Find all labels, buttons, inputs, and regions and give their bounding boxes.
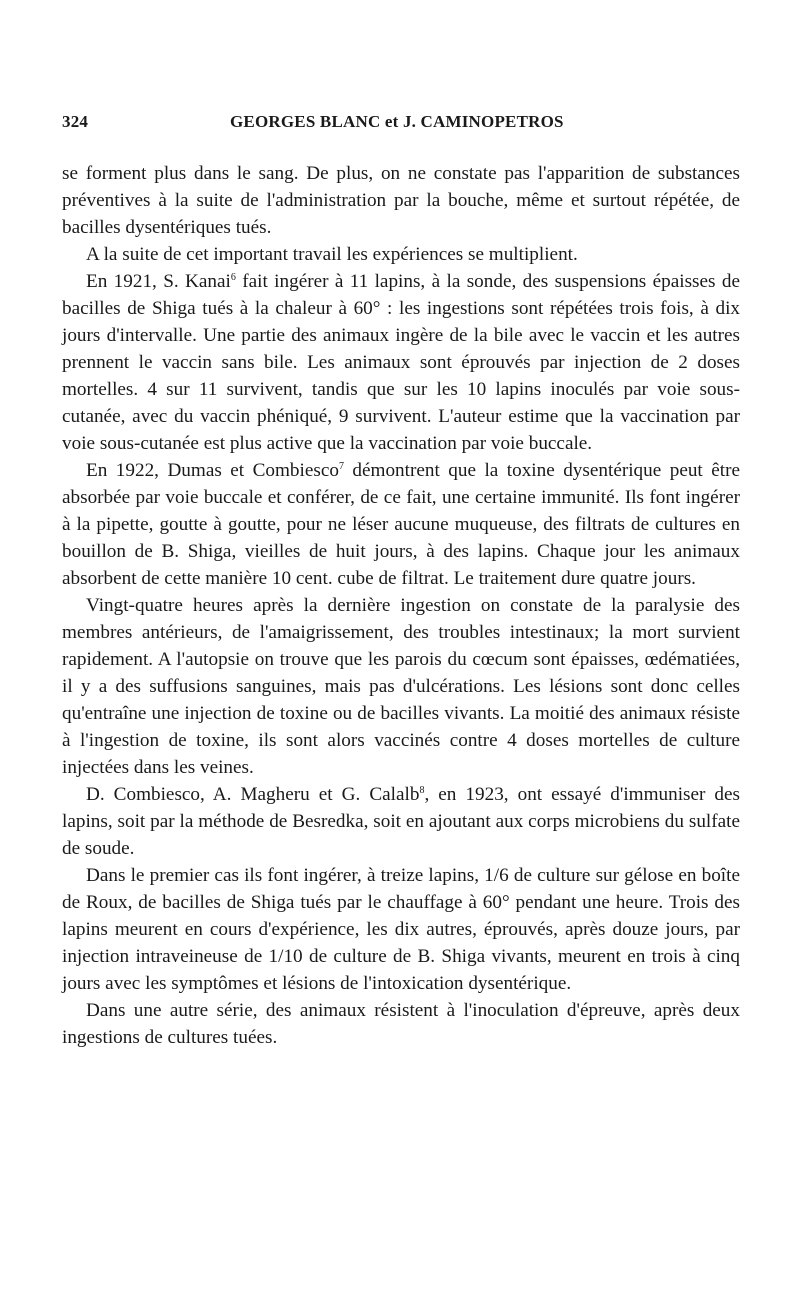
paragraph-transition: A la suite de cet important travail les expériences se multiplient. bbox=[86, 244, 578, 265]
paragraph-text: démontrent que la toxine dysentérique peut être absorbée par voie buccale et conférer, de ce fait, une certaine immunité. Ils font ingérer à la pipette, goutte à goutte, pour ne léser aucune muqueuse, des filtrats de cultures en bouillon de B. Shiga, vieilles de huit jours, à des lapins. Chaque jour les animaux absorbent de cette manière 10 cent. cube de filtrat. Le traitement dure quatre jours. bbox=[62, 460, 740, 589]
paragraph-combiesco-magheru-calalb bbox=[62, 781, 740, 862]
paragraph-dumas-combiesco bbox=[62, 457, 740, 592]
running-head-title: GEORGES BLANC et J. CAMINOPETROS bbox=[230, 112, 564, 131]
book-page bbox=[62, 112, 740, 1051]
paragraph-continuation: se forment plus dans le sang. De plus, on ne constate pas l'apparition de substances préventives à la suite de l'administration par la bouche, même et surtout répétée, de bacilles dysentériques tués. bbox=[62, 163, 740, 238]
footnote-ref: 7 bbox=[338, 461, 344, 472]
page-number: 324 bbox=[62, 112, 89, 131]
running-head bbox=[62, 112, 740, 140]
paragraph-autopsy: Vingt-quatre heures après la dernière ingestion on constate de la paralysie des membres antérieurs, de l'amaigrissement, des troubles intestinaux; la mort survient rapidement. A l'autopsie on trouve que les parois du cœcum sont épaisses, œdématiées, il y a des suffusions sanguines, mais pas d'ulcérations. Les lésions sont donc celles qu'entraîne une injection de toxine ou de bacilles vivants. La moitié des animaux résiste à l'ingestion de toxine, ils sont alors vaccinés contre 4 doses mortelles de culture injectées dans les veines. bbox=[62, 595, 740, 778]
paragraph-first-case: Dans le premier cas ils font ingérer, à treize lapins, 1/6 de culture sur gélose en boîte de Roux, de bacilles de Shiga tués par le chauffage à 60° pendant une heure. Trois des lapins meurent en cours d'expérience, les dix autres, éprouvés, après douze jours, par injection intraveineuse de 1/10 de culture de B. Shiga vivants, meurent en trois à cinq jours avec les symptômes et lésions de l'intoxication dysentérique. bbox=[62, 865, 740, 994]
footnote-ref: 6 bbox=[230, 272, 236, 283]
paragraph-second-series: Dans une autre série, des animaux résistent à l'inoculation d'épreuve, après deux ingestions de cultures tuées. bbox=[62, 1000, 740, 1048]
paragraph-text: fait ingérer à 11 lapins, à la sonde, des suspensions épaisses de bacilles de Shiga tués à la chaleur à 60° : les ingestions sont répétées trois fois, à dix jours d'intervalle. Une partie des animaux ingère de la bile avec le vaccin et les autres prennent le vaccin sans bile. Les animaux sont éprouvés par injection de 2 doses mortelles. 4 sur 11 survivent, tandis que sur les 10 lapins inoculés par voie sous-cutanée, avec du vaccin phéniqué, 9 survivent. L'auteur estime que la vaccination par voie sous-cutanée est plus active que la vaccination par voie buccale. bbox=[62, 271, 740, 454]
paragraph-text: En 1922, Dumas et Combiesco bbox=[86, 460, 339, 481]
paragraph-kanai bbox=[62, 268, 740, 457]
paragraph-text: D. Combiesco, A. Magheru et G. Calalb bbox=[86, 784, 420, 805]
paragraph-text: , en 1923, ont essayé d'immuniser des lapins, soit par la méthode de Besredka, soit en ajoutant aux corps microbiens du sulfate de soude. bbox=[62, 784, 741, 859]
footnote-ref: 8 bbox=[419, 785, 425, 796]
paragraph-text: En 1921, S. Kanai bbox=[86, 271, 231, 292]
body-text bbox=[62, 160, 740, 1051]
